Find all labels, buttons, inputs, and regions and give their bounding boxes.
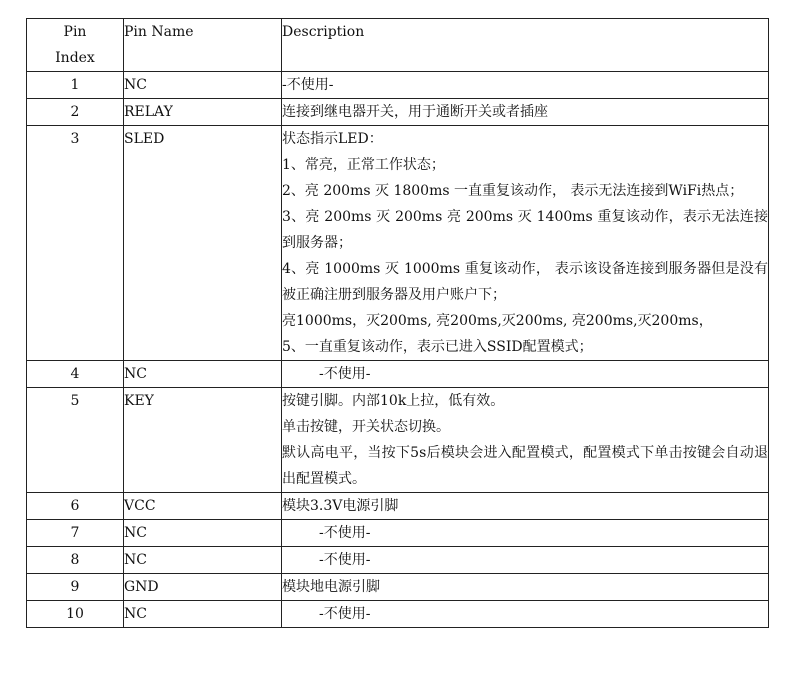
pin-index-cell: 2 (27, 99, 124, 126)
pin-name-cell: NC (124, 547, 282, 574)
pin-table (26, 18, 769, 628)
pin-index-cell: 9 (27, 574, 124, 601)
description-line: 亮1000ms，灭200ms, 亮200ms,灭200ms, 亮200ms,灭200ms， (282, 313, 713, 329)
pin-description-cell (282, 574, 769, 601)
table-row (27, 574, 769, 601)
pin-name-cell: NC (124, 72, 282, 99)
pin-description-cell (282, 388, 769, 493)
pin-name-cell: RELAY (124, 99, 282, 126)
description-line: 模块地电源引脚 (282, 579, 380, 595)
pin-description-cell (282, 126, 769, 361)
header-index-line1: Pin (63, 24, 87, 40)
header-index-line2: Index (55, 50, 95, 66)
pin-name-cell: VCC (124, 493, 282, 520)
pin-index-cell: 7 (27, 520, 124, 547)
pin-name-cell: GND (124, 574, 282, 601)
pin-description-cell (282, 361, 769, 388)
description-line: 连接到继电器开关，用于通断开关或者插座 (282, 104, 548, 120)
pin-description-cell (282, 493, 769, 520)
description-line: 1、常亮，正常工作状态； (282, 157, 445, 173)
table-row (27, 99, 769, 126)
header-pin-index (27, 19, 124, 72)
description-line: -不使用- (282, 77, 334, 93)
description-line: 状态指示LED： (282, 131, 383, 147)
pin-name-cell: KEY (124, 388, 282, 493)
pin-name-cell: NC (124, 361, 282, 388)
table-row (27, 72, 769, 99)
table-row (27, 520, 769, 547)
description-line: -不使用- (319, 366, 371, 382)
description-line: 按键引脚。内部10k上拉，低有效。 (282, 393, 505, 409)
table-row (27, 361, 769, 388)
description-line: 3、亮 200ms 灭 200ms 亮 200ms 灭 1400ms 重复该动作，表示无法连接到服务器； (282, 209, 768, 251)
table-row (27, 126, 769, 361)
pin-index-cell: 8 (27, 547, 124, 574)
pin-description-cell (282, 72, 769, 99)
pin-description-cell (282, 520, 769, 547)
pin-index-cell: 3 (27, 126, 124, 361)
description-line: 4、亮 1000ms 灭 1000ms 重复该动作， 表示该设备连接到服务器但是没有被正确注册到服务器及用户账户下； (282, 261, 768, 303)
table-row (27, 388, 769, 493)
table-row (27, 601, 769, 628)
table-row (27, 547, 769, 574)
pin-rows (27, 72, 769, 628)
header-row (27, 19, 769, 72)
pin-index-cell: 4 (27, 361, 124, 388)
header-description: Description (282, 19, 769, 72)
pin-index-cell: 6 (27, 493, 124, 520)
description-line: -不使用- (319, 525, 371, 541)
pin-description-cell (282, 99, 769, 126)
pin-index-cell: 10 (27, 601, 124, 628)
description-line: 2、亮 200ms 灭 1800ms 一直重复该动作， 表示无法连接到WiFi热点； (282, 183, 744, 199)
pin-name-cell: NC (124, 601, 282, 628)
description-line: -不使用- (319, 606, 371, 622)
description-line: 单击按键，开关状态切换。 (282, 419, 450, 435)
description-line: -不使用- (319, 552, 371, 568)
description-line: 5、一直重复该动作，表示已进入SSID配置模式； (282, 339, 593, 355)
pin-description-cell (282, 601, 769, 628)
pin-name-cell: SLED (124, 126, 282, 361)
description-line: 默认高电平，当按下5s后模块会进入配置模式，配置模式下单击按键会自动退出配置模式。 (282, 445, 768, 487)
pin-index-cell: 1 (27, 72, 124, 99)
table-row (27, 493, 769, 520)
header-pin-name: Pin Name (124, 19, 282, 72)
description-line: 模块3.3V电源引脚 (282, 498, 399, 514)
pin-description-cell (282, 547, 769, 574)
pin-index-cell: 5 (27, 388, 124, 493)
pin-name-cell: NC (124, 520, 282, 547)
